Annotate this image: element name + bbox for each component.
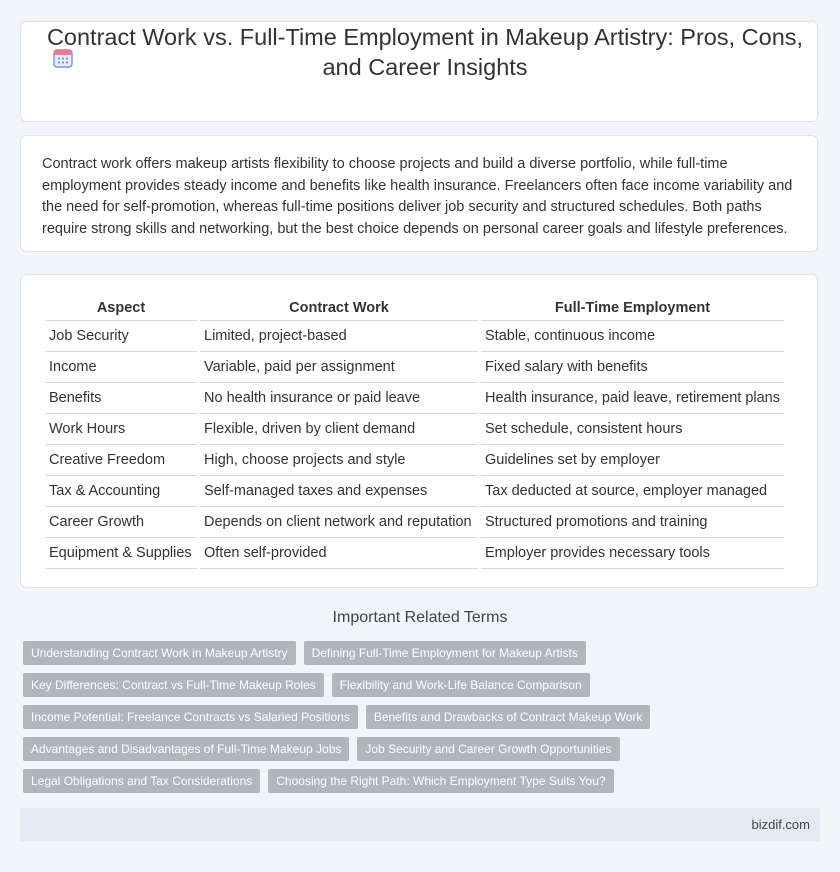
related-terms-heading: Important Related Terms: [332, 609, 508, 626]
table-cell: Structured promotions and training: [481, 507, 784, 538]
table-cell: Creative Freedom: [45, 445, 197, 476]
footer: [20, 808, 820, 841]
summary-card: [20, 135, 818, 252]
related-term-tag[interactable]: Understanding Contract Work in Makeup Artistry: [23, 641, 296, 665]
site-name[interactable]: bizdif.com: [751, 817, 810, 832]
related-term-tag[interactable]: Defining Full-Time Employment for Makeup Artists: [304, 641, 586, 665]
table-header-row: [45, 295, 784, 321]
related-term-tag[interactable]: Benefits and Drawbacks of Contract Makeup Work: [366, 705, 651, 729]
table-cell: Income: [45, 352, 197, 383]
related-term-tag[interactable]: Income Potential: Freelance Contracts vs Salaried Positions: [23, 705, 358, 729]
column-header-contract: Contract Work: [200, 295, 478, 321]
table-cell: Work Hours: [45, 414, 197, 445]
table-cell: No health insurance or paid leave: [200, 383, 478, 414]
related-term-tag[interactable]: Key Differences: Contract vs Full-Time Makeup Roles: [23, 673, 324, 697]
table-cell: Limited, project-based: [200, 321, 478, 352]
table-row: [45, 538, 784, 569]
related-term-tag[interactable]: Advantages and Disadvantages of Full-Time Makeup Jobs: [23, 737, 349, 761]
table-cell: Often self-provided: [200, 538, 478, 569]
table-row: [45, 414, 784, 445]
table-row: [45, 476, 784, 507]
comparison-card: [20, 274, 818, 588]
table-cell: Fixed salary with benefits: [481, 352, 784, 383]
related-term-tag[interactable]: Job Security and Career Growth Opportunities: [357, 737, 619, 761]
column-header-fulltime: Full-Time Employment: [481, 295, 784, 321]
table-cell: Flexible, driven by client demand: [200, 414, 478, 445]
related-term-tag[interactable]: Choosing the Right Path: Which Employment Type Suits You?: [268, 769, 613, 793]
table-row: [45, 321, 784, 352]
table-cell: Job Security: [45, 321, 197, 352]
comparison-table: [42, 295, 787, 569]
column-header-aspect: Aspect: [45, 295, 197, 321]
table-row: [45, 507, 784, 538]
related-term-tag[interactable]: Flexibility and Work-Life Balance Comparison: [332, 673, 590, 697]
table-cell: Depends on client network and reputation: [200, 507, 478, 538]
page-title: Contract Work vs. Full-Time Employment in Makeup Artistry: Pros, Cons, and Career Insights: [46, 24, 804, 80]
table-cell: Benefits: [45, 383, 197, 414]
table-row: [45, 445, 784, 476]
table-cell: Career Growth: [45, 507, 197, 538]
table-cell: Variable, paid per assignment: [200, 352, 478, 383]
related-terms-list: [23, 641, 823, 801]
table-cell: Guidelines set by employer: [481, 445, 784, 476]
table-cell: Health insurance, paid leave, retirement plans: [481, 383, 784, 414]
table-cell: Set schedule, consistent hours: [481, 414, 784, 445]
related-term-tag[interactable]: Legal Obligations and Tax Considerations: [23, 769, 260, 793]
table-cell: Stable, continuous income: [481, 321, 784, 352]
table-cell: Tax & Accounting: [45, 476, 197, 507]
table-row: [45, 383, 784, 414]
table-cell: Equipment & Supplies: [45, 538, 197, 569]
table-row: [45, 352, 784, 383]
table-cell: Employer provides necessary tools: [481, 538, 784, 569]
table-cell: High, choose projects and style: [200, 445, 478, 476]
summary-text: Contract work offers makeup artists flexibility to choose projects and build a diverse portfolio, while full-time employment provides steady income and benefits like health insurance. Freelancers often face income variability and the need for self-promotion, whereas full-time positions deliver job security and structured schedules. Both paths require strong skills and networking, but the best choice depends on personal career goals and lifestyle preferences.: [42, 156, 793, 237]
table-cell: Self-managed taxes and expenses: [200, 476, 478, 507]
table-cell: Tax deducted at source, employer managed: [481, 476, 784, 507]
